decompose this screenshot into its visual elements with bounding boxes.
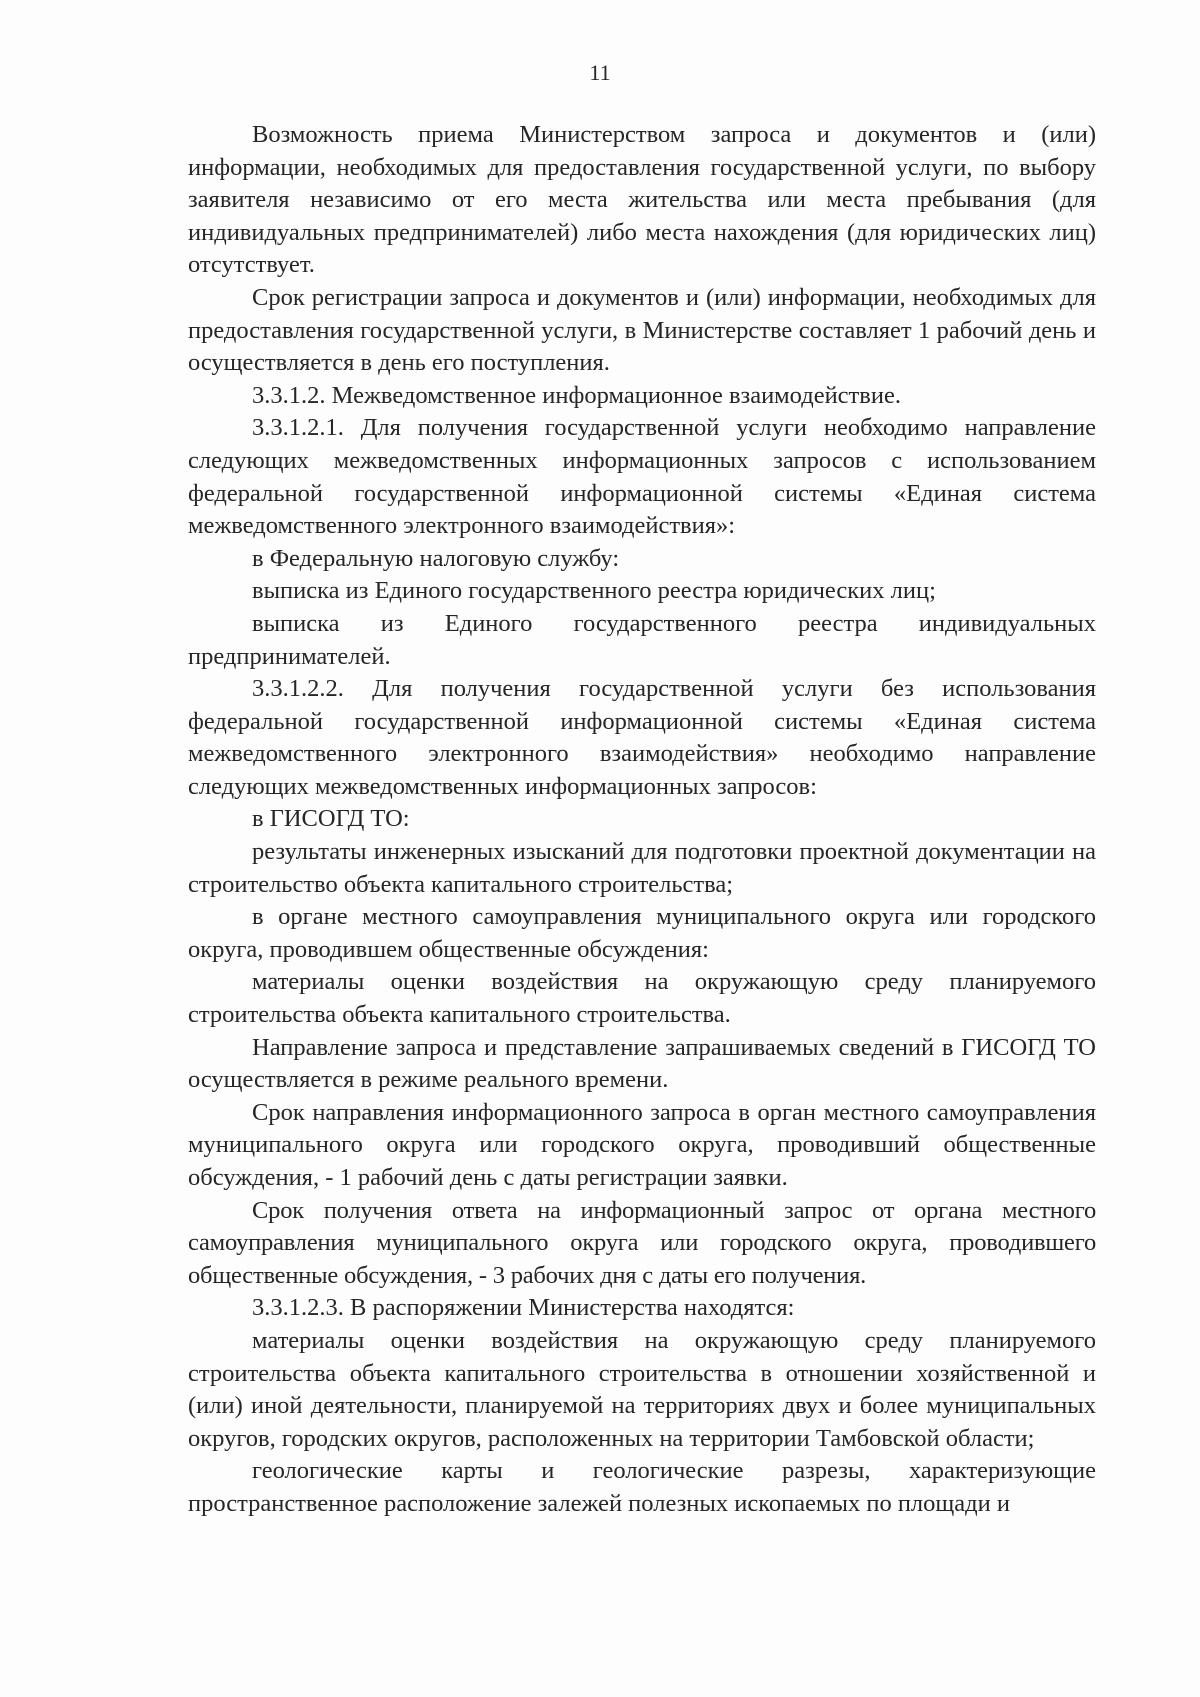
- page-number: 11: [589, 60, 611, 85]
- paragraph-response-term: Срок получения ответа на информационный запрос от органа местного самоуправления муниципального округа или городского округа, проводившего общественные обсуждения, - 3 рабочих дня с даты его получения.: [188, 1196, 1096, 1289]
- list-item-gisogd: в ГИСОГД ТО:: [252, 805, 410, 833]
- list-item-tax-service: в Федеральную налоговую службу:: [252, 544, 620, 572]
- paragraph-3-3-1-2-2: 3.3.1.2.2. Для получения государственной услуги без использования федеральной государственной информационной системы «Единая система межведомственного электронного взаимодействия» необходимо направление следующих межведомственных информационных запросов:: [188, 675, 1096, 800]
- paragraph-request-term: Срок направления информационного запроса в орган местного самоуправления муниципального округа или городского округа, проводивший общественные обсуждения, - 1 рабочий день с даты регистрации заявки.: [188, 1098, 1096, 1191]
- list-item-ministry-assessment-materials: материалы оценки воздействия на окружающую среду планируемого строительства объекта капитального строительства в отношении хозяйственной и (или) иной деятельности, планируемой на территориях двух и более муниципальных округов, городских округов, расположенных на территории Тамбовской области;: [188, 1326, 1096, 1452]
- list-item-legal-entities-extract: выписка из Единого государственного реестра юридических лиц;: [252, 577, 936, 605]
- list-item-entrepreneurs-extract: выписка из Единого государственного реестра индивидуальных предпринимателей.: [188, 609, 1096, 670]
- section-heading-3-3-1-2: 3.3.1.2. Межведомственное информационное взаимодействие.: [252, 381, 901, 409]
- list-item-local-government: в органе местного самоуправления муниципального округа или городского округа, проводившем общественные обсуждения:: [188, 903, 1096, 963]
- list-item-environmental-assessment: материалы оценки воздействия на окружающую среду планируемого строительства объекта капитального строительства.: [188, 968, 1096, 1029]
- paragraph-3-3-1-2-3: 3.3.1.2.3. В распоряжении Министерства находятся:: [252, 1294, 795, 1322]
- list-item-engineering-surveys: результаты инженерных изысканий для подготовки проектной документации на строительство объекта капитального строительства;: [188, 838, 1096, 898]
- document-body: [188, 119, 1096, 1521]
- list-item-geological-maps: геологические карты и геологические разрезы, характеризующие пространственное расположение залежей полезных ископаемых по площади и: [188, 1457, 1096, 1517]
- paragraph-realtime-request: Направление запроса и представление запрашиваемых сведений в ГИСОГД ТО осуществляется в режиме реального времени.: [188, 1033, 1096, 1094]
- paragraph-3-3-1-2-1: 3.3.1.2.1. Для получения государственной услуги необходимо направление следующих межведомственных информационных запросов с использованием федеральной государственной информационной системы «Единая система межведомственного электронного взаимодействия»:: [188, 414, 1096, 540]
- paragraph-registration-term: Срок регистрации запроса и документов и (или) информации, необходимых для предоставления государственной услуги, в Министерстве составляет 1 рабочий день и осуществляется в день его поступления.: [188, 283, 1096, 377]
- paragraph-reception-possibility: Возможность приема Министерством запроса и документов и (или) информации, необходимых для предоставления государственной услуги, по выбору заявителя независимо от его места жительства или места пребывания (для индивидуальных предпринимателей) либо места нахождения (для юридических лиц) отсутствует.: [188, 121, 1096, 279]
